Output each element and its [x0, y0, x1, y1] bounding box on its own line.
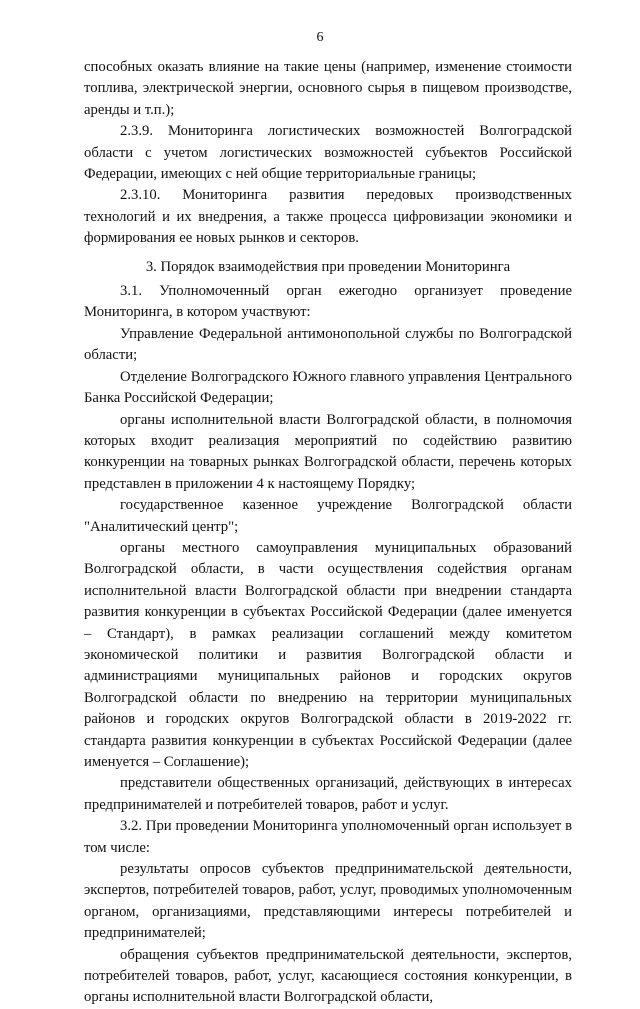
section-heading: 3. Порядок взаимодействия при проведении Мониторинга	[145, 258, 511, 275]
list-item-public-organizations: представители общественных организаций, действующих в интересах предпринимателей и потребителей товаров, работ и услуг.	[84, 775, 572, 813]
list-item-local-government: органы местного самоуправления муниципальных образований Волгоградской области, в части осуществления содействия органам исполнительной власти Волгоградской области при внедрении стандарта развития конкуренции в субъектах Российской Федерации (далее именуется – Стандарт), в рамках реализации соглашений между комитетом экономической политики и развития Волгоградской области и администрациями муниципальных районов и городских округов Волгоградской области по внедрению на территории муниципальных районов и городских округов Волгоградской области в 2019-2022 гг. стандарта развития конкуренции в субъектах Российской Федерации (далее именуется – Соглашение);	[84, 539, 572, 770]
paragraph-2-3-10: 2.3.10. Мониторинга развития передовых производственных технологий и их внедрения, а также процесса цифровизации экономики и формирования ее новых рынков и секторов.	[84, 187, 572, 247]
document-body	[84, 57, 572, 1009]
list-item-fas: Управление Федеральной антимонопольной службы по Волгоградской области;	[84, 325, 572, 364]
list-item-survey-results: результаты опросов субъектов предпринимательской деятельности, экспертов, потребителей товаров, работ, услуг, проводимых уполномоченным органом, организациями, представляющими интересы потребителей и предпринимателей;	[84, 861, 572, 942]
paragraph-3-1: 3.1. Уполномоченный орган ежегодно организует проведение Мониторинга, в котором участвуют:	[84, 283, 572, 321]
list-item-central-bank: Отделение Волгоградского Южного главного управления Центрального Банка Российской Федерации;	[84, 368, 572, 407]
paragraph-continuation: способных оказать влияние на такие цены (например, изменение стоимости топлива, электрической энергии, основного сырья в пищевом производстве, аренды и т.п.);	[84, 59, 572, 118]
page-number: 6	[316, 30, 324, 45]
list-item-appeals: обращения субъектов предпринимательской деятельности, экспертов, потребителей товаров, работ, услуг, касающиеся состояния конкуренции, в органы исполнительной власти Волгоградской области,	[84, 946, 572, 1006]
list-item-executive-bodies: органы исполнительной власти Волгоградской области, в полномочия которых входит реализация мероприятий по содействию развитию конкуренции на товарных рынках Волгоградской области, перечень которых представлен в приложении 4 к настоящему Порядку;	[84, 411, 572, 492]
paragraph-3-2: 3.2. При проведении Мониторинга уполномоченный орган использует в том числе:	[84, 818, 572, 856]
paragraph-2-3-9: 2.3.9. Мониторинга логистических возможностей Волгоградской области с учетом логистических возможностей субъектов Российской Федерации, имеющих с ней общие территориальные границы;	[84, 123, 572, 183]
list-item-analytic-center: государственное казенное учреждение Волгоградской области "Аналитический центр";	[84, 497, 572, 535]
